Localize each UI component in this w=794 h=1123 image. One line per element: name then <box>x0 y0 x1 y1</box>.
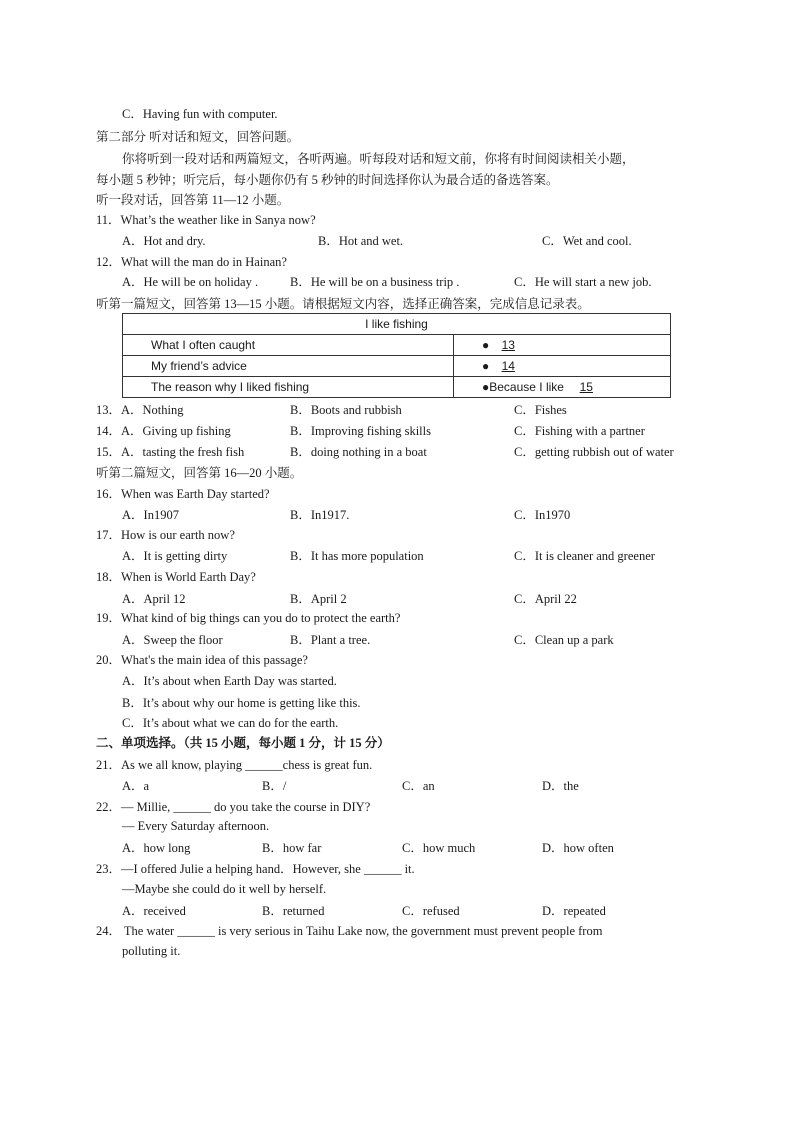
passage1-heading: 听第一篇短文，回答第 13—15 小题。请根据短文内容，选择正确答案，完成信息记录表。 <box>96 297 590 311</box>
q12-option-a[interactable]: A．He will be on holiday . <box>122 275 259 289</box>
table-row <box>123 356 671 377</box>
q24-stem-line1: 24． The water ______ is very serious in Taihu Lake now, the government must prevent people from <box>96 924 603 938</box>
q23-reply: —Maybe she could do it well by herself. <box>122 882 327 896</box>
q16-option-b[interactable]: B．In1917. <box>290 508 350 522</box>
q18-stem: 18．When is World Earth Day? <box>96 570 256 584</box>
q15-option-b[interactable]: B．doing nothing in a boat <box>290 445 427 459</box>
q16-stem: 16．When was Earth Day started? <box>96 487 270 501</box>
table-row-label: My friend’s advice <box>123 356 454 377</box>
dialogue-heading: 听一段对话，回答第 11—12 小题。 <box>96 193 290 207</box>
q13-option-c[interactable]: C．Fishes <box>514 403 567 417</box>
answer-blank-14[interactable]: 14 <box>501 359 515 373</box>
q15-option-a[interactable]: 15．A．tasting the fresh fish <box>96 445 245 459</box>
q22-option-b[interactable]: B．how far <box>262 841 322 855</box>
q21-option-d[interactable]: D．the <box>542 779 579 793</box>
q21-stem: 21．As we all know, playing ______chess is great fun. <box>96 758 373 772</box>
q23-option-d[interactable]: D．repeated <box>542 904 606 918</box>
q13-option-b[interactable]: B．Boots and rubbish <box>290 403 402 417</box>
q14-option-a[interactable]: 14．A．Giving up fishing <box>96 424 231 438</box>
q23-option-b[interactable]: B．returned <box>262 904 325 918</box>
q22-option-c[interactable]: C．how much <box>402 841 476 855</box>
answer-blank-15[interactable]: 15 <box>579 380 593 394</box>
part2-instruction-line1: 你将听到一段对话和两篇短文，各听两遍。听每段对话和短文前，你将有时间阅读相关小题， <box>122 152 635 166</box>
q23-option-c[interactable]: C．refused <box>402 904 460 918</box>
bullet-prefix: ●Because I like <box>482 380 564 394</box>
q12-option-c[interactable]: C．He will start a new job. <box>514 275 652 289</box>
q18-option-b[interactable]: B．April 2 <box>290 592 347 606</box>
q22-option-a[interactable]: A．how long <box>122 841 191 855</box>
q18-option-c[interactable]: C．April 22 <box>514 592 577 606</box>
q16-option-c[interactable]: C．In1970 <box>514 508 571 522</box>
q11-option-b[interactable]: B．Hot and wet. <box>318 234 404 248</box>
q22-reply: — Every Saturday afternoon. <box>122 819 270 833</box>
q22-option-d[interactable]: D．how often <box>542 841 614 855</box>
q14-option-c[interactable]: C．Fishing with a partner <box>514 424 645 438</box>
q22-stem: 22．— Millie, ______ do you take the course in DIY? <box>96 800 371 814</box>
q19-option-b[interactable]: B．Plant a tree. <box>290 633 371 647</box>
q12-stem: 12．What will the man do in Hainan? <box>96 255 287 269</box>
q11-option-a[interactable]: A．Hot and dry. <box>122 234 206 248</box>
bullet-prefix: ● <box>482 359 490 373</box>
q18-option-a[interactable]: A．April 12 <box>122 592 186 606</box>
q23-stem: 23．—I offered Julie a helping hand．However, she ______ it. <box>96 862 415 876</box>
q24-stem-line2: polluting it. <box>122 944 181 958</box>
table-row-label: The reason why I liked fishing <box>123 377 454 398</box>
q21-option-c[interactable]: C．an <box>402 779 435 793</box>
q17-option-c[interactable]: C．It is cleaner and greener <box>514 549 655 563</box>
q21-option-b[interactable]: B．/ <box>262 779 287 793</box>
q14-option-b[interactable]: B．Improving fishing skills <box>290 424 431 438</box>
q17-option-b[interactable]: B．It has more population <box>290 549 424 563</box>
info-record-table <box>122 313 671 398</box>
q19-stem: 19．What kind of big things can you do to protect the earth? <box>96 611 401 625</box>
q21-option-a[interactable]: A．a <box>122 779 150 793</box>
single-choice-heading: 二、单项选择。（共 15 小题，每小题 1 分，计 15 分） <box>96 736 390 750</box>
part2-heading: 第二部分 听对话和短文，回答问题。 <box>96 130 300 144</box>
passage2-heading: 听第二篇短文，回答第 16—20 小题。 <box>96 466 303 480</box>
table-title: I like fishing <box>123 314 671 335</box>
q17-option-a[interactable]: A．It is getting dirty <box>122 549 228 563</box>
answer-blank-13[interactable]: 13 <box>501 338 515 352</box>
q19-option-a[interactable]: A．Sweep the floor <box>122 633 223 647</box>
table-row-label: What I often caught <box>123 335 454 356</box>
table-row-answer <box>454 377 671 398</box>
q19-option-c[interactable]: C．Clean up a park <box>514 633 614 647</box>
q13-option-a[interactable]: 13．A．Nothing <box>96 403 184 417</box>
bullet-prefix: ● <box>482 338 490 352</box>
q20-option-c[interactable]: C．It’s about what we can do for the earth. <box>122 716 339 730</box>
q15-option-c[interactable]: C．getting rubbish out of water <box>514 445 674 459</box>
table-row <box>123 377 671 398</box>
table-row-answer <box>454 335 671 356</box>
q20-option-b[interactable]: B．It’s about why our home is getting like this. <box>122 696 361 710</box>
q11-option-c[interactable]: C．Wet and cool. <box>542 234 632 248</box>
q23-option-a[interactable]: A．received <box>122 904 186 918</box>
q17-stem: 17．How is our earth now? <box>96 528 235 542</box>
q12-option-b[interactable]: B．He will be on a business trip . <box>290 275 460 289</box>
table-row <box>123 335 671 356</box>
q16-option-a[interactable]: A．In1907 <box>122 508 179 522</box>
q20-stem: 20．What's the main idea of this passage? <box>96 653 308 667</box>
q11-stem: 11．What’s the weather like in Sanya now? <box>96 213 316 227</box>
table-row-answer <box>454 356 671 377</box>
q20-option-a[interactable]: A．It’s about when Earth Day was started. <box>122 674 337 688</box>
part2-instruction-line2: 每小题 5 秒钟；听完后，每小题你仍有 5 秒钟的时间选择你认为最合适的备选答案。 <box>96 173 559 187</box>
q10-option-c: C．Having fun with computer. <box>122 107 278 121</box>
